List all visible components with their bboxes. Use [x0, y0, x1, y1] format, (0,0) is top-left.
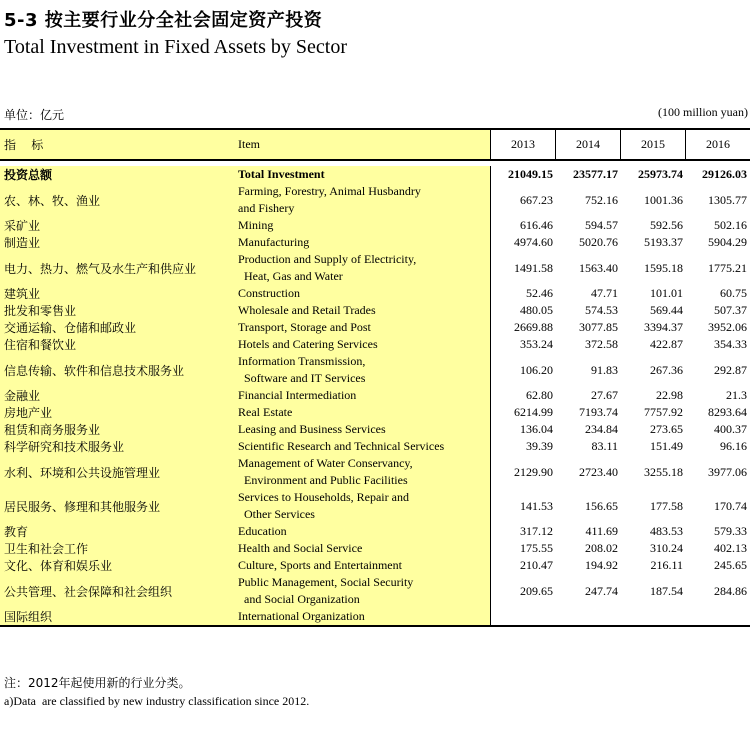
row-label-en [234, 336, 491, 353]
value-cell: 8293.64 [708, 405, 747, 419]
row-label-en [234, 404, 491, 421]
row-label-cn: 信息传输、软件和信息技术服务业 [0, 353, 234, 387]
row-label-en-line: Farming, Forestry, Animal Husbandry [238, 184, 421, 198]
value-cell: 234.84 [585, 422, 618, 436]
row-label-en-line: Manufacturing [238, 235, 310, 249]
table-row [0, 251, 750, 285]
value-cell: 39.39 [526, 439, 553, 453]
value-cell: 216.11 [650, 558, 683, 572]
row-label-cn: 建筑业 [0, 285, 234, 302]
row-label-en-line: Public Management, Social Security [238, 575, 414, 589]
value-cell: 210.47 [520, 558, 553, 572]
value-cell: 22.98 [656, 388, 683, 402]
value-cell: 106.20 [520, 362, 553, 377]
value-cell: 273.65 [650, 422, 683, 436]
row-label-en [234, 438, 491, 455]
row-label-en-line: Other Services [238, 507, 315, 521]
value-cell: 208.02 [585, 541, 618, 555]
row-label-en [234, 166, 491, 183]
row-label-en-line: Services to Households, Repair and [238, 490, 409, 504]
value-cell: 62.80 [526, 388, 553, 402]
value-cell: 3952.06 [708, 320, 747, 334]
value-cell: 3077.85 [579, 320, 618, 334]
value-cell: 752.16 [585, 192, 618, 207]
value-cell: 592.56 [650, 218, 683, 232]
row-label-cn: 公共管理、社会保障和社会组织 [0, 574, 234, 608]
value-cell: 1563.40 [579, 260, 618, 275]
value-cell: 3977.06 [708, 464, 747, 479]
value-cell: 353.24 [520, 337, 553, 351]
row-label-en-line: Mining [238, 218, 274, 232]
unit-label-en: (100 million yuan) [658, 105, 748, 119]
value-cell: 5904.29 [708, 235, 747, 249]
value-cell: 175.55 [520, 541, 553, 555]
row-label-cn: 采矿业 [0, 217, 234, 234]
table-row [0, 438, 750, 455]
value-cell: 1305.77 [708, 192, 747, 207]
row-label-en-line: Education [238, 524, 287, 538]
value-cell: 1491.58 [514, 260, 553, 275]
table-row [0, 608, 750, 625]
value-cell: 574.53 [585, 303, 618, 317]
value-cell: 667.23 [520, 192, 553, 207]
row-label-cn: 电力、热力、燃气及水生产和供应业 [0, 251, 234, 285]
table-row [0, 455, 750, 489]
row-label-en-line: Leasing and Business Services [238, 422, 386, 436]
row-label-cn: 农、林、牧、渔业 [0, 183, 234, 217]
value-cell: 177.58 [650, 498, 683, 513]
row-label-en-line: Heat, Gas and Water [238, 269, 343, 283]
table-row [0, 489, 750, 523]
value-cell: 579.33 [714, 524, 747, 538]
value-cell: 400.37 [714, 422, 747, 436]
page-title-cn: 5-3 按主要行业分全社会固定资产投资 [4, 10, 323, 31]
value-cell: 616.46 [520, 218, 553, 232]
row-label-en-line: Hotels and Catering Services [238, 337, 378, 351]
row-label-cn: 交通运输、仓储和邮政业 [0, 319, 234, 336]
row-label-cn: 教育 [0, 523, 234, 540]
table-row [0, 183, 750, 217]
value-cell: 372.58 [585, 337, 618, 351]
row-label-cn: 国际组织 [0, 608, 234, 625]
value-cell: 3394.37 [644, 320, 683, 334]
header-year: 2016 [706, 137, 730, 151]
value-cell: 310.24 [650, 541, 683, 555]
value-cell: 187.54 [650, 583, 683, 598]
row-label-en [234, 234, 491, 251]
value-cell: 483.53 [650, 524, 683, 538]
value-cell: 507.37 [714, 303, 747, 317]
value-cell [491, 608, 556, 625]
value-cell: 141.53 [520, 498, 553, 513]
table-row [0, 302, 750, 319]
header-indicator-cn: 指 标 [0, 130, 234, 159]
value-cell: 47.71 [591, 286, 618, 300]
table-row [0, 387, 750, 404]
row-label-en [234, 285, 491, 302]
value-cell: 60.75 [720, 286, 747, 300]
table-row [0, 217, 750, 234]
value-cell: 594.57 [585, 218, 618, 232]
row-label-en [234, 557, 491, 574]
value-cell: 7757.92 [644, 405, 683, 419]
row-label-cn: 文化、体育和娱乐业 [0, 557, 234, 574]
value-cell: 4974.60 [514, 235, 553, 249]
row-label-en-line: Scientific Research and Technical Services [238, 439, 445, 453]
table-row [0, 557, 750, 574]
row-label-cn: 房地产业 [0, 404, 234, 421]
value-cell: 7193.74 [579, 405, 618, 419]
unit-label-cn: 单位：亿元 [4, 108, 65, 122]
row-label-en [234, 387, 491, 404]
row-label-en [234, 540, 491, 557]
investment-table [0, 128, 750, 627]
value-cell: 502.16 [714, 218, 747, 232]
value-cell: 21.3 [726, 388, 747, 402]
row-label-en-line: Management of Water Conservancy, [238, 456, 413, 470]
note-cn: 注：2012年起使用新的行业分类。 [4, 676, 191, 690]
header-year: 2014 [556, 130, 621, 159]
value-cell: 3255.18 [644, 464, 683, 479]
row-label-en-line: Culture, Sports and Entertainment [238, 558, 402, 572]
row-label-en-line: Wholesale and Retail Trades [238, 303, 376, 317]
value-cell: 317.12 [520, 524, 553, 538]
value-cell: 5020.76 [579, 235, 618, 249]
value-cell: 83.11 [591, 439, 618, 453]
value-cell: 52.46 [526, 286, 553, 300]
table-row [0, 404, 750, 421]
row-label-cn: 水利、环境和公共设施管理业 [0, 455, 234, 489]
value-cell: 91.83 [591, 362, 618, 377]
row-label-en [234, 183, 491, 217]
value-cell: 151.49 [650, 439, 683, 453]
row-label-en-line: International Organization [238, 609, 365, 623]
row-label-en [234, 455, 491, 489]
row-label-cn: 租赁和商务服务业 [0, 421, 234, 438]
row-label-en-line: Total Investment [238, 167, 325, 181]
row-label-en [234, 523, 491, 540]
value-cell: 170.74 [714, 498, 747, 513]
row-label-en [234, 608, 491, 625]
value-cell: 267.36 [650, 362, 683, 377]
value-cell: 1001.36 [644, 192, 683, 207]
value-cell: 23577.17 [573, 167, 618, 181]
row-label-en-line: Environment and Public Facilities [238, 473, 408, 487]
note-en: a)Data are classified by new industry classification since 2012. [4, 694, 310, 708]
row-label-cn: 投资总额 [0, 166, 234, 183]
value-cell: 247.74 [585, 583, 618, 598]
row-label-cn: 住宿和餐饮业 [0, 336, 234, 353]
value-cell: 284.86 [714, 583, 747, 598]
table-row [0, 234, 750, 251]
row-label-en-line: Production and Supply of Electricity, [238, 252, 417, 266]
row-label-cn: 卫生和社会工作 [0, 540, 234, 557]
value-cell: 2669.88 [514, 320, 553, 334]
value-cell: 209.65 [520, 583, 553, 598]
row-label-en-line: Health and Social Service [238, 541, 363, 555]
value-cell: 402.13 [714, 541, 747, 555]
table-row [0, 336, 750, 353]
table-body [0, 161, 750, 625]
table-row [0, 540, 750, 557]
page-title-en: Total Investment in Fixed Assets by Sector [4, 36, 348, 58]
table-row [0, 353, 750, 387]
row-label-en [234, 421, 491, 438]
row-label-en [234, 251, 491, 285]
header-year: 2015 [621, 130, 686, 159]
row-label-cn: 批发和零售业 [0, 302, 234, 319]
value-cell: 2723.40 [579, 464, 618, 479]
value-cell: 1595.18 [644, 260, 683, 275]
value-cell [686, 608, 750, 625]
table-row [0, 319, 750, 336]
value-cell: 136.04 [520, 422, 553, 436]
value-cell: 5193.37 [644, 235, 683, 249]
table-row [0, 421, 750, 438]
row-label-en-line: Transport, Storage and Post [238, 320, 371, 334]
value-cell: 480.05 [520, 303, 553, 317]
row-label-en [234, 353, 491, 387]
table-row [0, 523, 750, 540]
row-label-en-line: Information Transmission, [238, 354, 366, 368]
value-cell: 96.16 [720, 439, 747, 453]
table-row [0, 574, 750, 608]
row-label-en-line: Financial Intermediation [238, 388, 357, 402]
value-cell: 27.67 [591, 388, 618, 402]
table-row [0, 161, 750, 183]
row-label-cn: 制造业 [0, 234, 234, 251]
row-label-en-line: Real Estate [238, 405, 293, 419]
table-row [0, 285, 750, 302]
value-cell: 29126.03 [702, 167, 747, 181]
value-cell: 292.87 [714, 362, 747, 377]
value-cell: 156.65 [585, 498, 618, 513]
value-cell [556, 608, 621, 625]
value-cell: 1775.21 [708, 260, 747, 275]
row-label-en [234, 217, 491, 234]
row-label-en [234, 489, 491, 523]
row-label-cn: 科学研究和技术服务业 [0, 438, 234, 455]
header-year: 2013 [491, 130, 556, 159]
value-cell: 569.44 [650, 303, 683, 317]
value-cell: 6214.99 [514, 405, 553, 419]
value-cell: 21049.15 [508, 167, 553, 181]
row-label-en-line: and Social Organization [238, 592, 360, 606]
value-cell: 194.92 [585, 558, 618, 572]
value-cell: 245.65 [714, 558, 747, 572]
value-cell: 25973.74 [638, 167, 683, 181]
row-label-en-line: Construction [238, 286, 300, 300]
value-cell: 422.87 [650, 337, 683, 351]
header-item-en: Item [234, 130, 491, 159]
table-header [0, 130, 750, 161]
value-cell: 2129.90 [514, 464, 553, 479]
value-cell: 411.69 [585, 524, 618, 538]
value-cell: 101.01 [650, 286, 683, 300]
row-label-en [234, 302, 491, 319]
row-label-en-line: and Fishery [238, 201, 295, 215]
row-label-cn: 居民服务、修理和其他服务业 [0, 489, 234, 523]
row-label-en [234, 319, 491, 336]
value-cell [621, 608, 686, 625]
row-label-cn: 金融业 [0, 387, 234, 404]
value-cell: 354.33 [714, 337, 747, 351]
row-label-en-line: Software and IT Services [238, 371, 366, 385]
row-label-en [234, 574, 491, 608]
